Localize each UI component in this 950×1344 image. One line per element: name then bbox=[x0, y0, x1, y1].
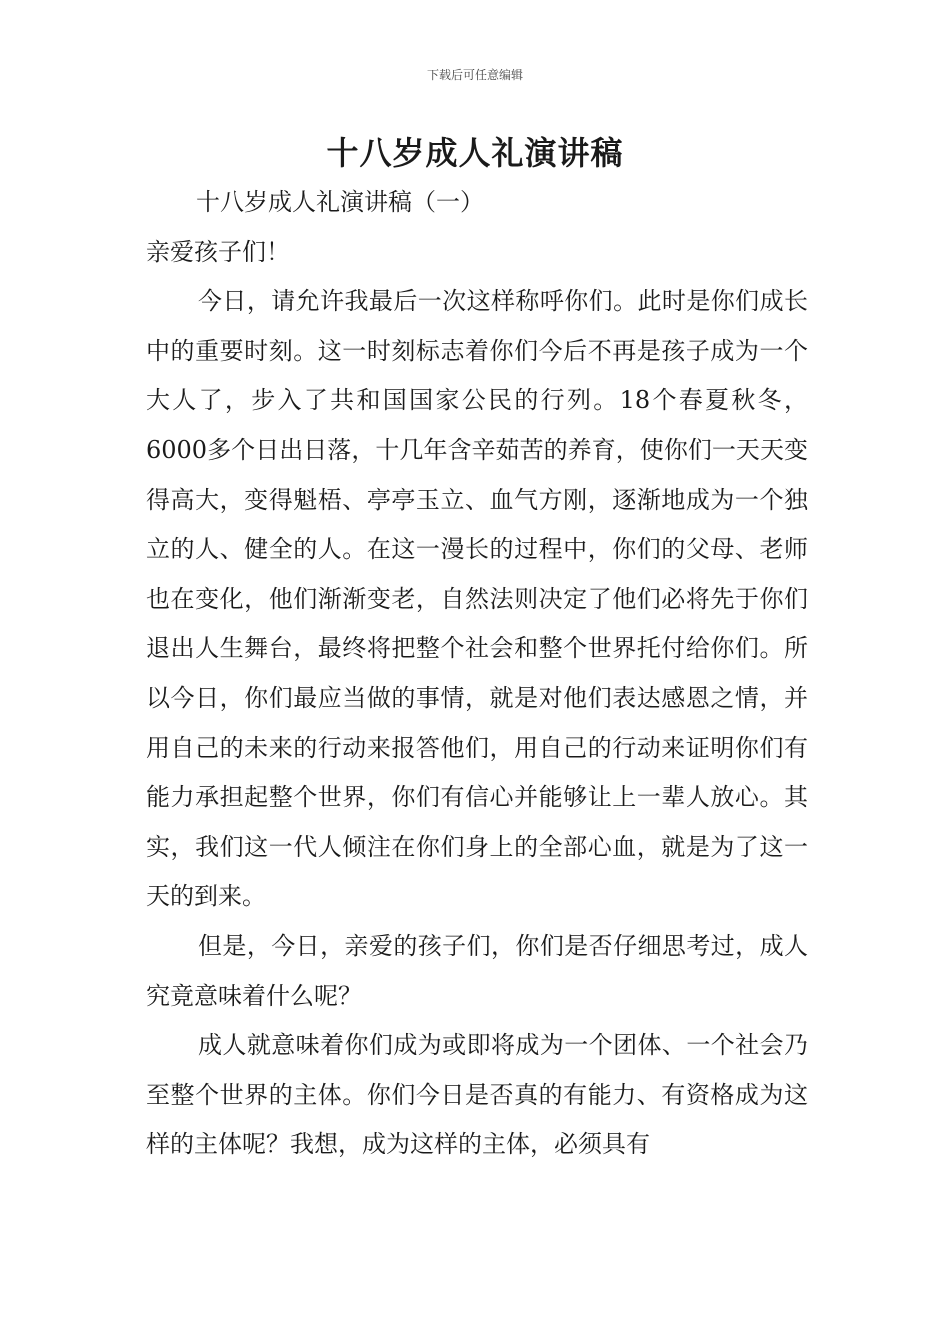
document-subtitle: 十八岁成人礼演讲稿（一） bbox=[196, 188, 484, 216]
document-title: 十八岁成人礼演讲稿 bbox=[326, 134, 624, 172]
document-body bbox=[146, 178, 808, 1170]
paragraph-3: 成人就意味着你们成为或即将成为一个团体、一个社会乃至整个世界的主体。你们今日是否真的有能力、有资格成为这样的主体呢？我想，成为这样的主体，必须具有 bbox=[146, 1031, 808, 1159]
header-note: 下载后可任意编辑 bbox=[426, 68, 523, 82]
salutation: 亲爱孩子们！ bbox=[146, 237, 290, 266]
paragraph-1: 今日，请允许我最后一次这样称呼你们。此时是你们成长中的重要时刻。这一时刻标志着你们今后不再是孩子成为一个大人了，步入了共和国国家公民的行列。18个春夏秋冬，6000多个日出日落，十几年含辛茹苦的养育，使你们一天天变得高大，变得魁梧、亭亭玉立、血气方刚，逐渐地成为一个独立的人、健全的人。在这一漫长的过程中，你们的父母、老师也在变化，他们渐渐变老，自然法则决定了他们必将先于你们退出人生舞台，最终将把整个社会和整个世界托付给你们。所以今日，你们最应当做的事情，就是对他们表达感恩之情，并用自己的未来的行动来报答他们，用自己的行动来证明你们有能力承担起整个世界，你们有信心并能够让上一辈人放心。其实，我们这一代人倾注在你们身上的全部心血，就是为了这一天的到来。 bbox=[146, 287, 808, 911]
paragraph-2: 但是，今日，亲爱的孩子们，你们是否仔细思考过，成人究竟意味着什么呢？ bbox=[146, 931, 808, 1010]
